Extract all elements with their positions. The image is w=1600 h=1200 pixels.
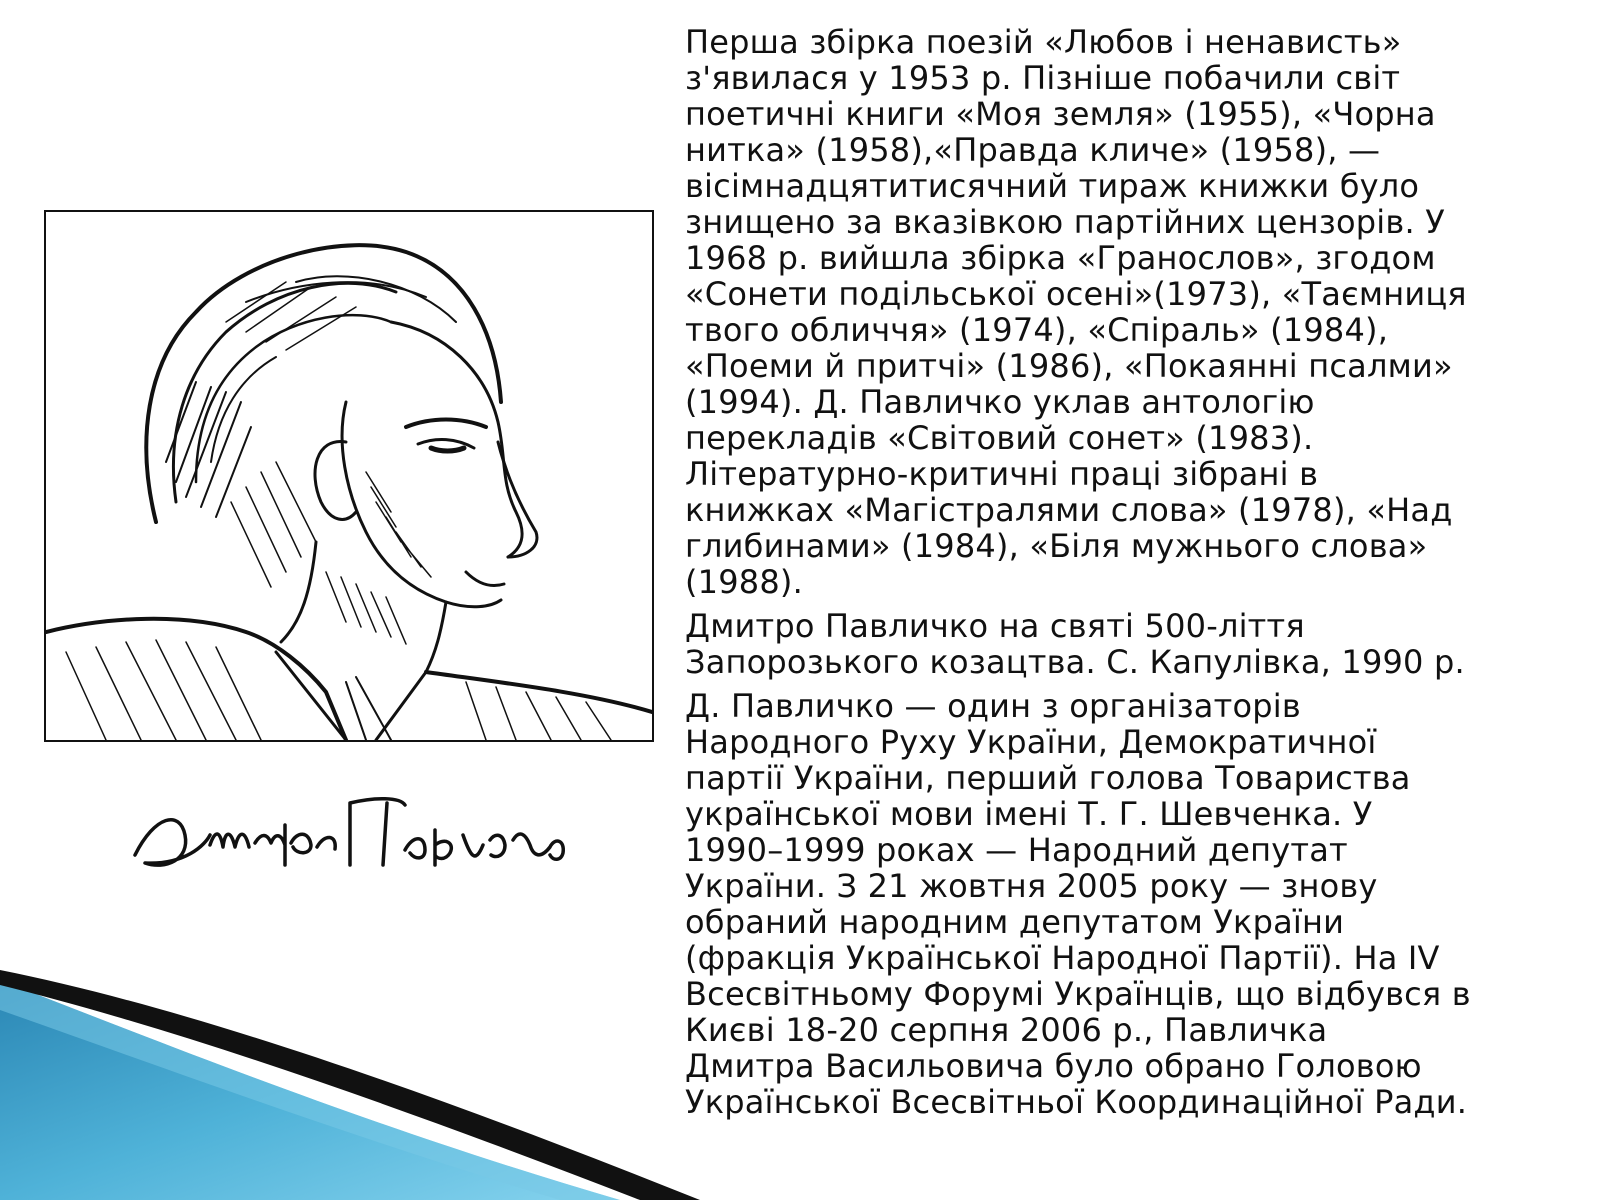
- portrait-frame: [44, 210, 654, 742]
- paragraph-publications: Перша збірка поезій «Любов і ненависть» з'явилася у 1953 р. Пізніше побачили світ поетичні книги «Моя земля» (1955), «Чорна нитка» (1958),«Правда кличе» (1958), — вісімнадцятитисячний тираж книжки було знищено за вказівкою партійних цензорів. У 1968 р. вийшла збірка «Гранослов», згодом «Сонети подільської осені»(1973), «Таємниця твого обличчя» (1974), «Спіраль» (1984), «Поеми й притчі» (1986), «Покаянні псалми» (1994). Д. Павличко уклав антологію перекладів «Світовий сонет» (1983). Літературно-критичні праці зібрані в книжках «Магістралями слова» (1978), «Над глибинами» (1984), «Біля мужнього слова» (1988).: [685, 23, 1467, 601]
- handwritten-signature: [125, 775, 575, 905]
- paragraph-photo-caption: Дмитро Павличко на святі 500-ліття Запорозького козацтва. С. Капулівка, 1990 р.: [685, 607, 1465, 681]
- paragraph-public-activity: Д. Павличко — один з організаторів Народного Руху України, Демократичної партії України, перший голова Товариства української мови імені Т. Г. Шевченка. У 1990–1999 роках — Народний депутат України. З 21 жовтня 2005 року — знову обраний народним депутатом України (фракція Української Народної Партії). На IV Всесвітньому Форумі Українців, що відбувся в Києві 18-20 серпня 2006 р., Павличка Дмитра Васильовича було обрано Головою Української Всесвітньої Координаційної Ради.: [685, 687, 1471, 1121]
- biography-text: [685, 24, 1565, 1128]
- corner-swoosh-decoration: [0, 900, 760, 1200]
- portrait-sketch-image: [46, 212, 652, 740]
